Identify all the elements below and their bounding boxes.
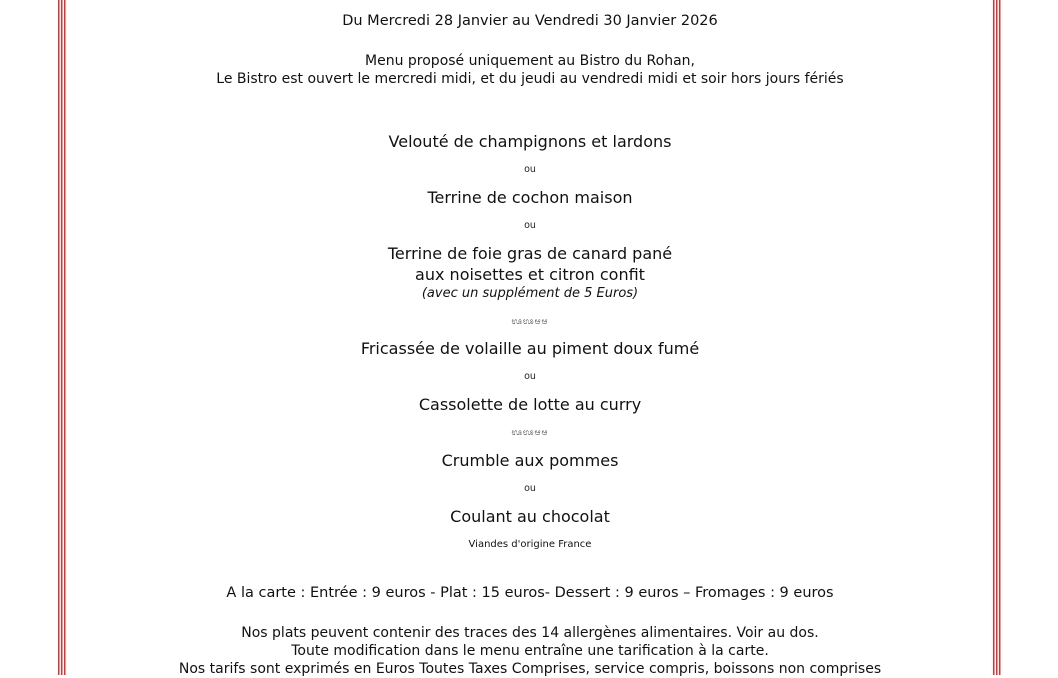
separator-ou: ou: [524, 371, 536, 382]
entree-2: Terrine de cochon maison: [427, 188, 633, 207]
plat-1: Fricassée de volaille au piment doux fumé: [360, 339, 700, 358]
entree-3-line-2: aux noisettes et citron confit: [415, 265, 645, 284]
left-striped-border: [58, 0, 67, 675]
ornament-divider: ಊಊಆಆ: [511, 317, 549, 327]
footer-notes: [70, 624, 990, 678]
intro-text: [70, 52, 990, 88]
ornament-divider: ಊಊಆಆ: [511, 428, 549, 438]
separator-ou: ou: [524, 220, 536, 231]
intro-line-1: Menu proposé uniquement au Bistro du Rohan,: [365, 53, 695, 69]
a-la-carte-prices: A la carte : Entrée : 9 euros - Plat : 15 euros- Dessert : 9 euros – Fromages : 9 euros: [226, 585, 834, 601]
entree-3-line-1: Terrine de foie gras de canard pané: [387, 244, 673, 263]
entree-1: Velouté de champignons et lardons: [388, 132, 672, 151]
pricing-note: Nos tarifs sont exprimés en Euros Toutes Taxes Comprises, service compris, boissons non comprises: [178, 661, 882, 677]
dessert-2: Coulant au chocolat: [450, 507, 610, 526]
plat-2: Cassolette de lotte au curry: [418, 395, 642, 414]
modification-note: Toute modification dans le menu entraîne une tarification à la carte.: [291, 643, 769, 659]
intro-line-2: Le Bistro est ouvert le mercredi midi, et du jeudi au vendredi midi et soir hors jours fériés: [216, 71, 844, 87]
separator-ou: ou: [524, 483, 536, 494]
menu-page: [70, 0, 990, 675]
entree-3-supplement: (avec un supplément de 5 Euros): [421, 286, 639, 301]
meat-origin-note: Viandes d'origine France: [468, 539, 592, 550]
allergen-note: Nos plats peuvent contenir des traces des 14 allergènes alimentaires. Voir au dos.: [241, 625, 819, 641]
dessert-1: Crumble aux pommes: [441, 451, 619, 470]
menu-date: Du Mercredi 28 Janvier au Vendredi 30 Janvier 2026: [342, 13, 718, 29]
right-striped-border: [993, 0, 1002, 675]
separator-ou: ou: [524, 164, 536, 175]
